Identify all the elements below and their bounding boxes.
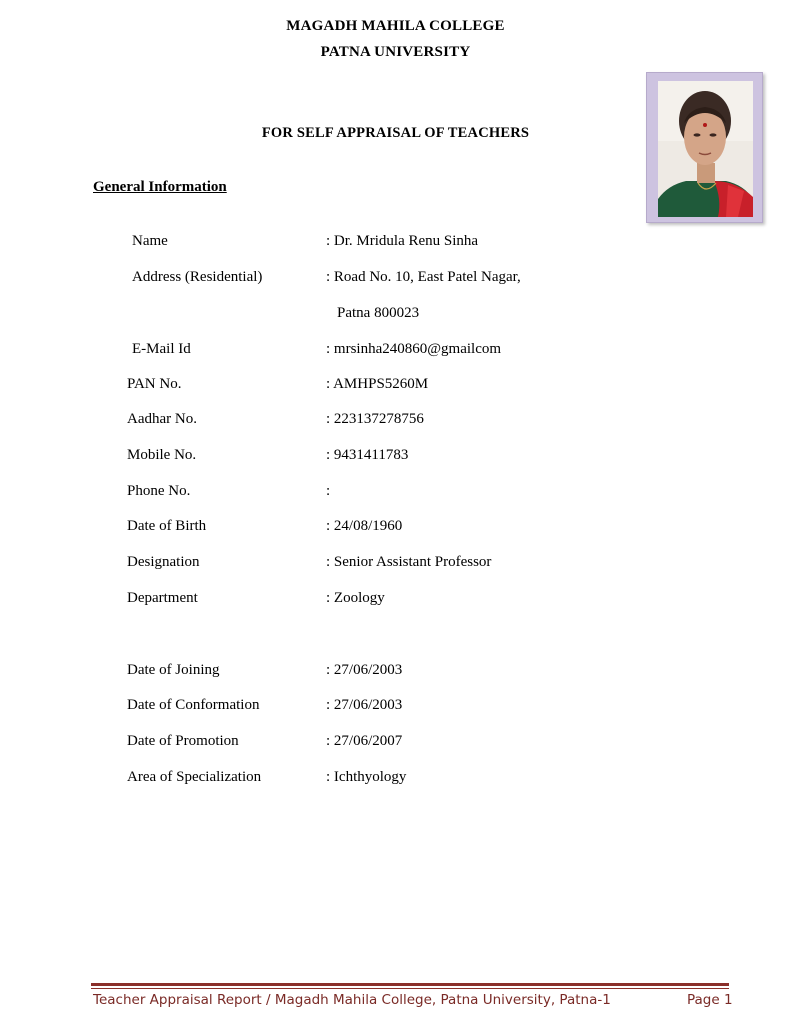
label-joining: Date of Joining bbox=[127, 662, 220, 678]
value-aadhar: : 223137278756 bbox=[326, 410, 424, 428]
footer-page-number: Page 1 bbox=[687, 992, 733, 1008]
value-department: : Zoology bbox=[326, 589, 385, 607]
label-promotion: Date of Promotion bbox=[127, 733, 239, 749]
footer-report-title: Teacher Appraisal Report / Magadh Mahila College, Patna University, Patna-1 bbox=[93, 992, 611, 1008]
label-department: Department bbox=[127, 590, 198, 606]
label-email: E-Mail Id bbox=[132, 341, 191, 357]
value-pan: : AMHPS5260M bbox=[326, 375, 428, 393]
college-name: MAGADH MAHILA COLLEGE bbox=[286, 18, 505, 34]
university-name: PATNA UNIVERSITY bbox=[320, 44, 471, 60]
value-mobile: : 9431411783 bbox=[326, 446, 408, 464]
value-designation: : Senior Assistant Professor bbox=[326, 553, 491, 571]
label-conformation: Date of Conformation bbox=[127, 697, 260, 713]
section-heading: General Information bbox=[93, 179, 227, 195]
value-address-line2: Patna 800023 bbox=[337, 305, 420, 321]
value-dob: : 24/08/1960 bbox=[326, 517, 402, 535]
label-pan: PAN No. bbox=[127, 376, 182, 392]
value-email: : mrsinha240860@gmailcom bbox=[326, 340, 501, 358]
label-mobile: Mobile No. bbox=[127, 447, 197, 463]
value-promotion: : 27/06/2007 bbox=[326, 732, 402, 750]
label-specialization: Area of Specialization bbox=[127, 769, 262, 785]
label-designation: Designation bbox=[127, 554, 200, 570]
value-conformation: : 27/06/2003 bbox=[326, 696, 402, 714]
profile-photo bbox=[646, 72, 763, 223]
value-address: : Road No. 10, East Patel Nagar, bbox=[326, 268, 521, 286]
label-phone: Phone No. bbox=[127, 483, 191, 499]
appraisal-title: FOR SELF APPRAISAL OF TEACHERS bbox=[261, 125, 530, 141]
value-phone bbox=[326, 482, 330, 500]
value-specialization: : Ichthyology bbox=[326, 768, 406, 786]
footer-rule-thin bbox=[91, 988, 729, 989]
value-joining: : 27/06/2003 bbox=[326, 661, 402, 679]
label-name: Name bbox=[132, 233, 168, 249]
label-address: Address (Residential) bbox=[132, 269, 263, 285]
footer-rule bbox=[91, 983, 729, 986]
label-aadhar: Aadhar No. bbox=[127, 411, 197, 427]
value-name: : Dr. Mridula Renu Sinha bbox=[326, 232, 478, 250]
label-dob: Date of Birth bbox=[127, 518, 207, 534]
